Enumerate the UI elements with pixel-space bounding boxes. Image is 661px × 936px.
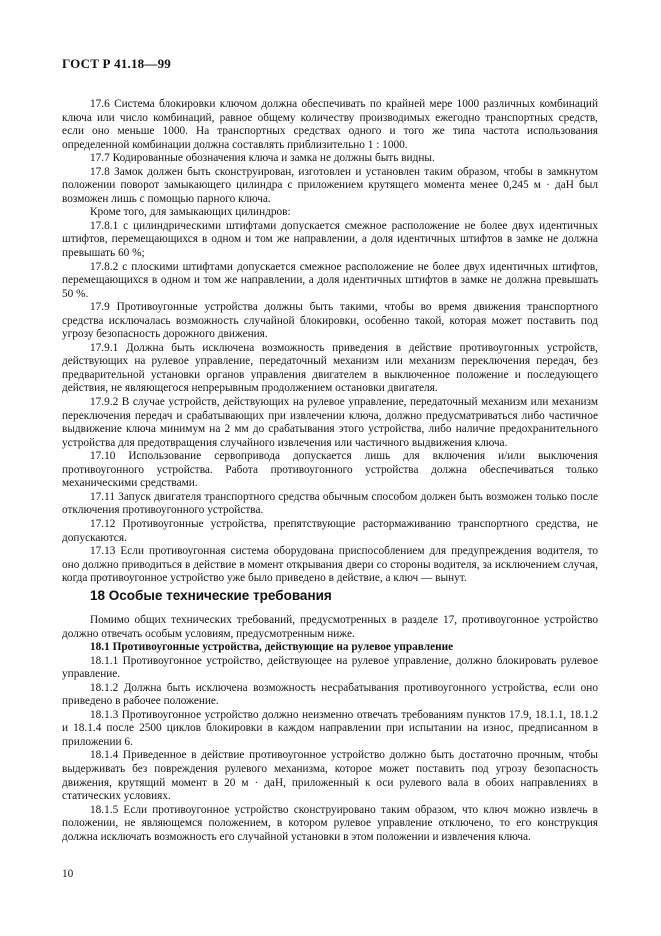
- paragraph-17-9-2: 17.9.2 В случае устройств, действующих на рулевое управление, передаточный механизм или механизм переключения передач и срабатывающих при извлечении ключа, должно предусматриваться либо частичное выдвижение ключа минимум на 2 мм до срабатывания этого устройства, либо наличие предохранительного устройства для предотвращения случайного извлечения или частичного выдвижения ключа.: [62, 396, 598, 449]
- section-18-intro: Помимо общих технических требований, предусмотренных в разделе 17, противоугонное устройство должно отвечать особым условиям, предусмотренным ниже.: [62, 614, 598, 640]
- body-top: [62, 98, 598, 586]
- paragraph-17-11: 17.11 Запуск двигателя транспортного средства обычным способом должен быть возможен только после отключения противоугонного устройства.: [62, 490, 598, 517]
- paragraph-17-8-1: 17.8.1 с цилиндрическими штифтами допускается смежное расположение не более двух идентичных штифтов, перемещающихся в одном и том же направлении, а доля идентичных штифтов в замке не должна превышать 60 %;: [62, 219, 598, 260]
- body-bottom: [62, 614, 598, 844]
- paragraph-18-1-2: 18.1.2 Должна быть исключена возможность несрабатывания противоугонного устройства, если оно приведено в рабочее положение.: [62, 681, 598, 708]
- paragraph-17-7: 17.7 Кодированные обозначения ключа и замка не должны быть видны.: [90, 152, 435, 165]
- paragraph-18-1-5: 18.1.5 Если противоугонное устройство сконструировано таким образом, что ключ можно извлечь в положении, не являющемся положением, в котором рулевое управление отключено, то его конструкция должна исключать возможность его случайной установки в этом положении и извлечения ключа.: [62, 803, 598, 843]
- paragraph-17-13: 17.13 Если противоугонная система оборудована приспособлением для предупреждения водителя, то оно должно приводиться в действие в момент открывания двери со стороны водителя, за исключением случая, когда противоугонное устройство уже было приведено в действие, а ключ — вынут.: [62, 545, 598, 585]
- paragraph-17-9: 17.9 Противоугонные устройства должны быть такими, чтобы во время движения транспортного средства исключалась возможность случайной блокировки, особенно такой, которая может поставить под угрозу безопасность дорожного движения.: [62, 301, 598, 341]
- paragraph-18-1-3: 18.1.3 Противоугонное устройство должно неизменно отвечать требованиям пунктов 17.9, 18.1.1, 18.1.2 и 18.1.4 после 2500 циклов блокировки в каждом направлении при испытании на износ, предписанном в приложении 6.: [62, 708, 598, 748]
- paragraph-17-9-1: 17.9.1 Должна быть исключена возможность приведения в действие противоугонных устройств, действующих на рулевое управление, передаточный механизм или механизм переключения передач, без предварительной установки органов управления двигателем в выключенное положение и последующего действия, не являющегося непрерывным продолжением остановки двигателя.: [62, 341, 598, 395]
- paragraph-17-12: 17.12 Противоугонные устройства, препятствующие растормаживанию транспортного средства, не допускаются.: [62, 517, 598, 544]
- paragraph-17-6: 17.6 Система блокировки ключом должна обеспечивать по крайней мере 1000 различных комбинаций ключа или число комбинаций, равное общему количеству производимых ежегодно транспортных средств, если оно меньше 1000. На транспортных средствах одного и того же типа частота использования определенной комбинации должна составлять приблизительно 1 : 1000.: [62, 98, 598, 151]
- paragraph-18-1-4: 18.1.4 Приведенное в действие противоугонное устройство должно быть достаточно прочным, чтобы выдерживать без повреждения рулевого механизма, которое может поставить под угрозу безопасность движения, крутящий момент в 20 м · даН, приложенный к оси рулевого вала в обоих направлениях в статических условиях.: [62, 749, 598, 803]
- paragraph-17-8-2: 17.8.2 с плоскими штифтами допускается смежное расположение не более двух идентичных штифтов, перемещающихся в одном и том же направлении, а доля идентичных штифтов в замке не должна превышать 50 %.: [62, 260, 598, 300]
- paragraph-17-8: 17.8 Замок должен быть сконструирован, изготовлен и установлен таким образом, чтобы в замкнутом положении поворот замыкающего цилиндра с приложением крутящего момента менее 0,245 м · даН был возможен лишь с помощью парного ключа.: [62, 165, 598, 205]
- paragraph-17-10: 17.10 Использование сервопривода допускается лишь для включения и/или выключения противоугонного устройства. Работа противоугонного устройства должна обеспечиваться только механическими средствами.: [62, 450, 598, 490]
- subsection-title-18-1: 18.1 Противоугонные устройства, действующие на рулевое управление: [90, 641, 454, 654]
- page-header: ГОСТ Р 41.18—99: [62, 56, 171, 71]
- section-title-18: 18 Особые технические требования: [90, 588, 332, 603]
- paragraph-cylinders-intro: Кроме того, для замыкающих цилиндров:: [90, 206, 291, 219]
- paragraph-18-1-1: 18.1.1 Противоугонное устройство, действующее на рулевое управление, должно блокировать рулевое управление.: [62, 654, 598, 681]
- page-number: 10: [62, 868, 74, 880]
